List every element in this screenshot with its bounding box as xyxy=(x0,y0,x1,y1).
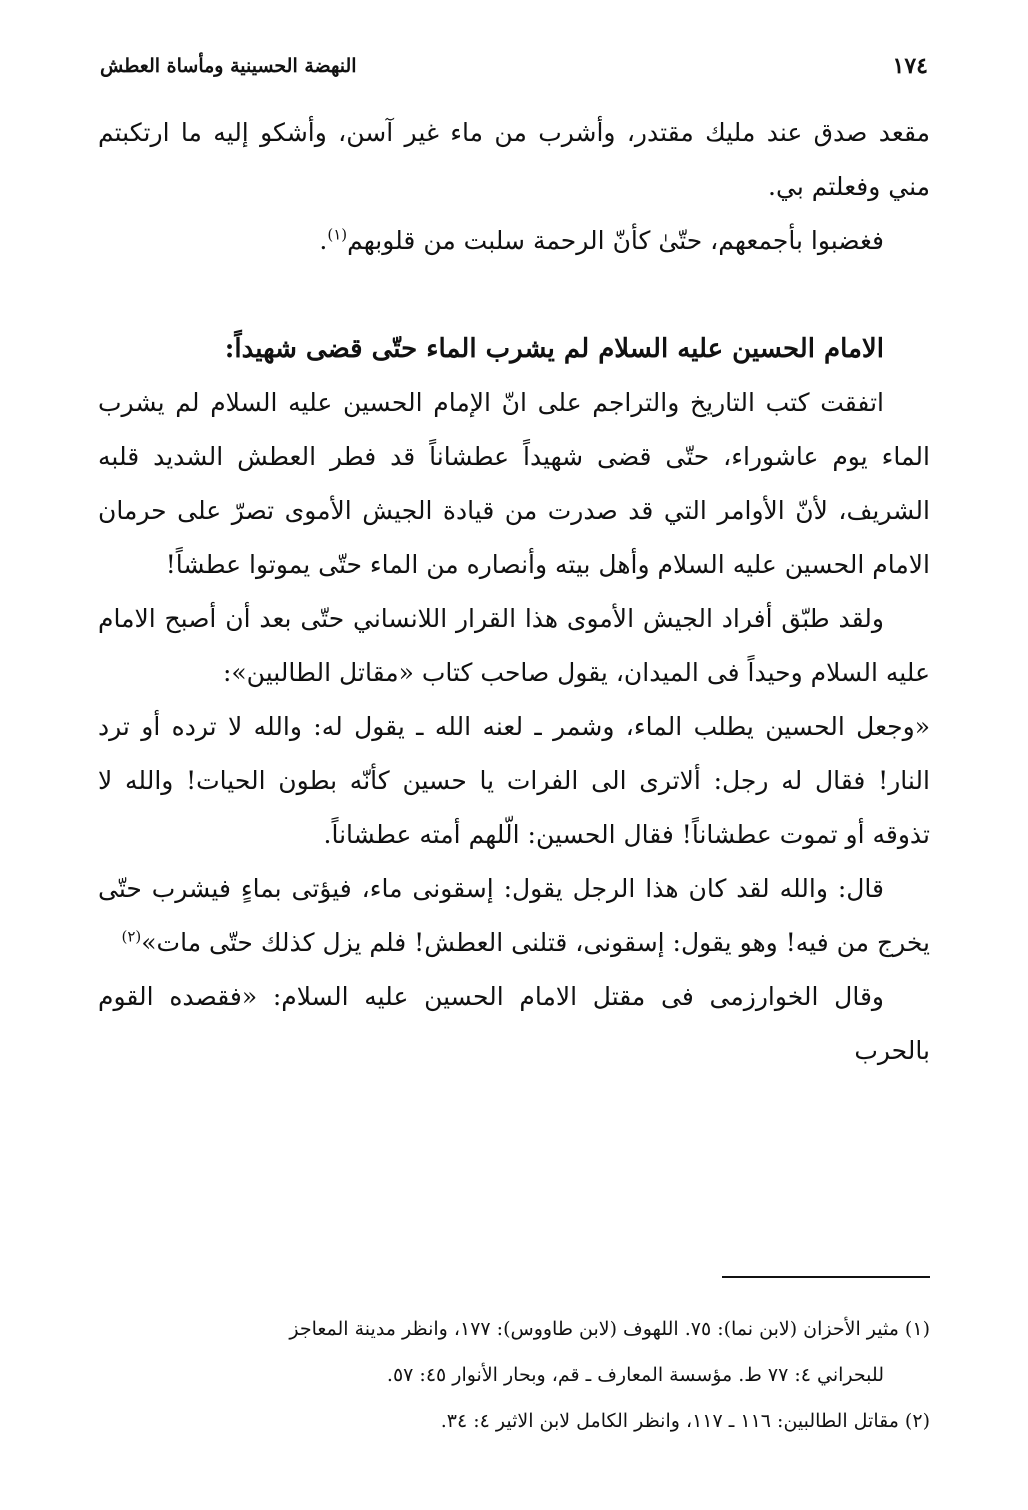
paragraph-6 xyxy=(98,862,930,970)
paragraph-2-end: . xyxy=(319,226,328,255)
paragraph-2 xyxy=(98,214,930,268)
footnote-1-line-2: للبحراني ٤: ٧٧ ط. مؤسسة المعارف ـ قم، وبحار الأنوار ٤٥: ٥٧. xyxy=(386,1364,884,1386)
footnote-ref-1: (١) xyxy=(327,225,348,244)
footnotes xyxy=(98,1306,930,1444)
paragraph-6-text: قال: والله لقد كان هذا الرجل يقول: إسقونى ماء، فيؤتى بماءٍ فيشرب حتّى يخرج من فيه! وهو يقول: إسقونى، قتلنى العطش! فلم يزل كذلك حتّى مات» xyxy=(98,874,930,957)
body-text xyxy=(98,106,930,1078)
paragraph-4: ولقد طبّق أفراد الجيش الأموى هذا القرار اللانساني حتّى بعد أن أصبح الامام عليه السلام وحيداً فى الميدان، يقول صاحب كتاب «مقاتل الطالبين»: xyxy=(98,604,930,687)
footnote-1-line-1: (١) مثير الأحزان (لابن نما): ٧٥. اللهوف (لابن طاووس): ١٧٧، وانظر مدينة المعاجز xyxy=(289,1318,930,1340)
paragraph-5-quote: «وجعل الحسين يطلب الماء، وشمر ـ لعنه الله ـ يقول له: والله لا ترده أو ترد النار! فقال له رجل: ألاترى الى الفرات يا حسين كأنّه بطون الحيات! والله لا تذوقه أو تموت عطشاناً! فقال الحسين: الّلهم أمته عطشاناً. xyxy=(98,712,930,849)
section-heading: الامام الحسين عليه السلام لم يشرب الماء حتّى قضى شهيداً: xyxy=(224,334,884,364)
page-header xyxy=(100,46,928,86)
paragraph-1: مقعد صدق عند مليك مقتدر، وأشرب من ماء غير آسن، وأشكو إليه ما ارتكبتم مني وفعلتم بي. xyxy=(98,118,930,201)
paragraph-7: وقال الخوارزمى فى مقتل الامام الحسين عليه السلام: «فقصده القوم بالحرب xyxy=(98,982,930,1065)
footnote-2: (٢) مقاتل الطالبين: ١١٦ ـ ١١٧، وانظر الكامل لابن الاثير ٤: ٣٤. xyxy=(440,1410,930,1432)
footnote-ref-2: (٢) xyxy=(121,927,142,946)
footnote-divider xyxy=(722,1276,930,1278)
running-title: النهضة الحسينية ومأساة العطش xyxy=(100,55,357,77)
page-number: ١٧٤ xyxy=(892,53,928,79)
paragraph-2-text: فغضبوا بأجمعهم، حتّىٰ كأنّ الرحمة سلبت من قلوبهم xyxy=(347,226,884,255)
paragraph-3: اتفقت كتب التاريخ والتراجم على انّ الإمام الحسين عليه السلام لم يشرب الماء يوم عاشوراء، حتّى قضى شهيداً عطشاناً قد فطر العطش الشديد قلبه الشريف، لأنّ الأوامر التي قد صدرت من قيادة الجيش الأموى تصرّ على حرمان الامام الحسين عليه السلام وأهل بيته وأنصاره من الماء حتّى يموتوا عطشاً! xyxy=(98,388,930,579)
